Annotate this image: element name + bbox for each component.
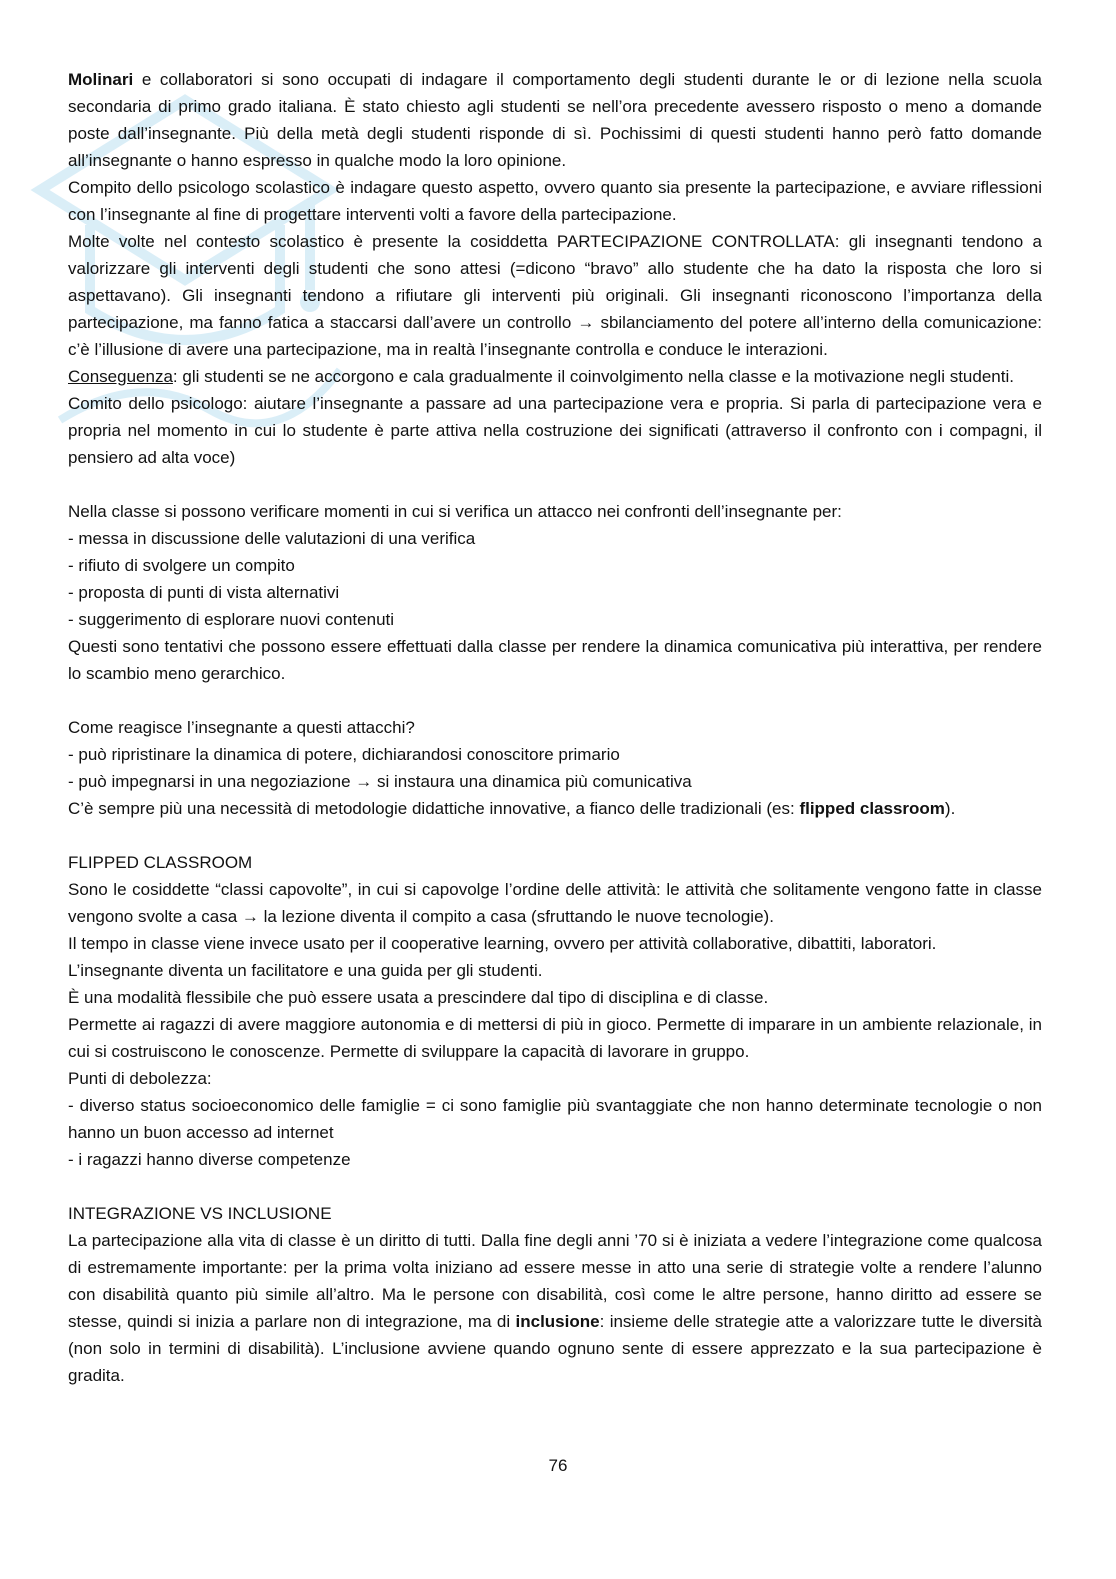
inclusion-text-pre: La partecipazione alla vita di classe è un diritto di tutti. Dalla fine degli anni ’70 si è iniziata a vedere l’integrazione come qualcosa di estremamente importante: per la prima volta iniziano ad essere messe in atto una serie di strategie volte a rendere l’alunno con disabilità quanto più simile all’altro. Ma le persone con disabilità, così come le altre persone, hanno diritto ad essere se stesse, quindi si inizia a parlare non di integrazione, ma di [68, 1231, 1042, 1331]
page-number: 76 [548, 1456, 568, 1475]
consequence-label: Conseguenza [68, 367, 173, 386]
flipped-paragraph: Sono le cosiddette “classi capovolte”, in cui si capovolge l’ordine delle attività: le attività che solitamente vengono fatte in classe vengono svolte a casa → la lezione diventa il compito a casa (sfruttando le nuove tecnologie). [68, 880, 1042, 926]
spacer [68, 822, 1042, 849]
flipped-classroom-term: flipped classroom [799, 799, 945, 818]
list-item: - suggerimento di esplorare nuovi contenuti [68, 610, 395, 629]
inclusion-text-post: : insieme delle strategie atte a valorizzare tutte le diversità (non solo in termini di disabilità). L’inclusione avviene quando ognuno sente di essere apprezzato e la sua partecipazione è gradita. [68, 1312, 1042, 1385]
paragraph-molinari [68, 66, 1042, 174]
list-item: - può ripristinare la dinamica di potere, dichiarandosi conoscitore primario [68, 745, 620, 764]
list-item: - proposta di punti di vista alternativi [68, 583, 340, 602]
flipped-paragraph: È una modalità flessibile che può essere usata a prescindere dal tipo di disciplina e di classe. [68, 988, 769, 1007]
inclusion-paragraph [68, 1227, 1042, 1389]
weaknesses-heading: Punti di debolezza: [68, 1069, 212, 1088]
reaction-closing-pre: C’è sempre più una necessità di metodologie didattiche innovative, a fianco delle tradizionali (es: [68, 799, 800, 818]
reaction-question: Come reagisce l’insegnante a questi attacchi? [68, 718, 415, 737]
molinari-text: e collaboratori si sono occupati di indagare il comportamento degli studenti durante le or di lezione nella scuola secondaria di primo grado italiana. È stato chiesto agli studenti se nell’ora precedente avessero risposto o meno a domande poste dall’insegnante. Più della metà degli studenti risponde di sì. Pochissimi di questi studenti hanno però fatto domande all’insegnante o hanno espresso in qualche modo la loro opinione. [68, 70, 1042, 170]
reaction-closing-post: ). [944, 799, 956, 818]
list-item: - diverso status socioeconomico delle famiglie = ci sono famiglie più svantaggiate che non hanno determinate tecnologie o non hanno un buon accesso ad internet [68, 1096, 1042, 1142]
paragraph-controlled-participation: Molte volte nel contesto scolastico è presente la cosiddetta PARTECIPAZIONE CONTROLLATA: gli insegnanti tendono a valorizzare gli interventi degli studenti che sono attesi (=dicono “bravo” allo studente che ha dato la risposta che loro si aspettavano). Gli insegnanti tendono a rifiutare gli interventi più originali. Gli insegnanti riconoscono l’importanza della partecipazione, ma fanno fatica a staccarsi dall’avere un controllo → sbilanciamento del potere all’interno della comunicazione: c’è l’illusione di avere una partecipazione, ma in realtà l’insegnante controlla e conduce le interazioni. [68, 232, 1042, 359]
paragraph-psychologist-aim: Comito dello psicologo: aiutare l’insegnante a passare ad una partecipazione vera e propria. Si parla di partecipazione vera e propria nel momento in cui lo studente è parte attiva nella costruzione dei significati (attraverso il confronto con i compagni, il pensiero ad alta voce) [68, 394, 1042, 467]
inclusion-term: inclusione [515, 1312, 600, 1331]
spacer [68, 471, 1042, 498]
section-heading-flipped: FLIPPED CLASSROOM [68, 853, 253, 872]
flipped-paragraph: L’insegnante diventa un facilitatore e una guida per gli studenti. [68, 961, 543, 980]
consequence-text: : gli studenti se ne accorgono e cala gradualmente il coinvolgimento nella classe e la motivazione negli studenti. [172, 367, 1014, 386]
reaction-closing [68, 795, 1042, 822]
document-body [68, 66, 1042, 1389]
spacer [68, 687, 1042, 714]
flipped-paragraph: Permette ai ragazzi di avere maggiore autonomia e di mettersi di più in gioco. Permette di imparare in un ambiente relazionale, in cui si costruiscono le conoscenze. Permette di sviluppare la capacità di lavorare in gruppo. [68, 1015, 1042, 1061]
list-item: - rifiuto di svolgere un compito [68, 556, 295, 575]
molinari-name: Molinari [68, 70, 134, 89]
list-item: - può impegnarsi in una negoziazione → si instaura una dinamica più comunicativa [68, 772, 692, 791]
section-heading-inclusion: INTEGRAZIONE VS INCLUSIONE [68, 1204, 332, 1223]
list-item: - i ragazzi hanno diverse competenze [68, 1150, 351, 1169]
attacks-closing: Questi sono tentativi che possono essere effettuati dalla classe per rendere la dinamica comunicativa più interattiva, per rendere lo scambio meno gerarchico. [68, 637, 1042, 683]
spacer [68, 1173, 1042, 1200]
paragraph-psychologist-task: Compito dello psicologo scolastico è indagare questo aspetto, ovvero quanto sia presente la partecipazione, e avviare riflessioni con l’insegnante al fine di progettare interventi volti a favore della partecipazione. [68, 178, 1042, 224]
attacks-intro: Nella classe si possono verificare momenti in cui si verifica un attacco nei confronti dell’insegnante per: [68, 502, 842, 521]
paragraph-consequence [68, 363, 1042, 390]
list-item: - messa in discussione delle valutazioni di una verifica [68, 529, 476, 548]
flipped-paragraph: Il tempo in classe viene invece usato per il cooperative learning, ovvero per attività collaborative, dibattiti, laboratori. [68, 934, 937, 953]
